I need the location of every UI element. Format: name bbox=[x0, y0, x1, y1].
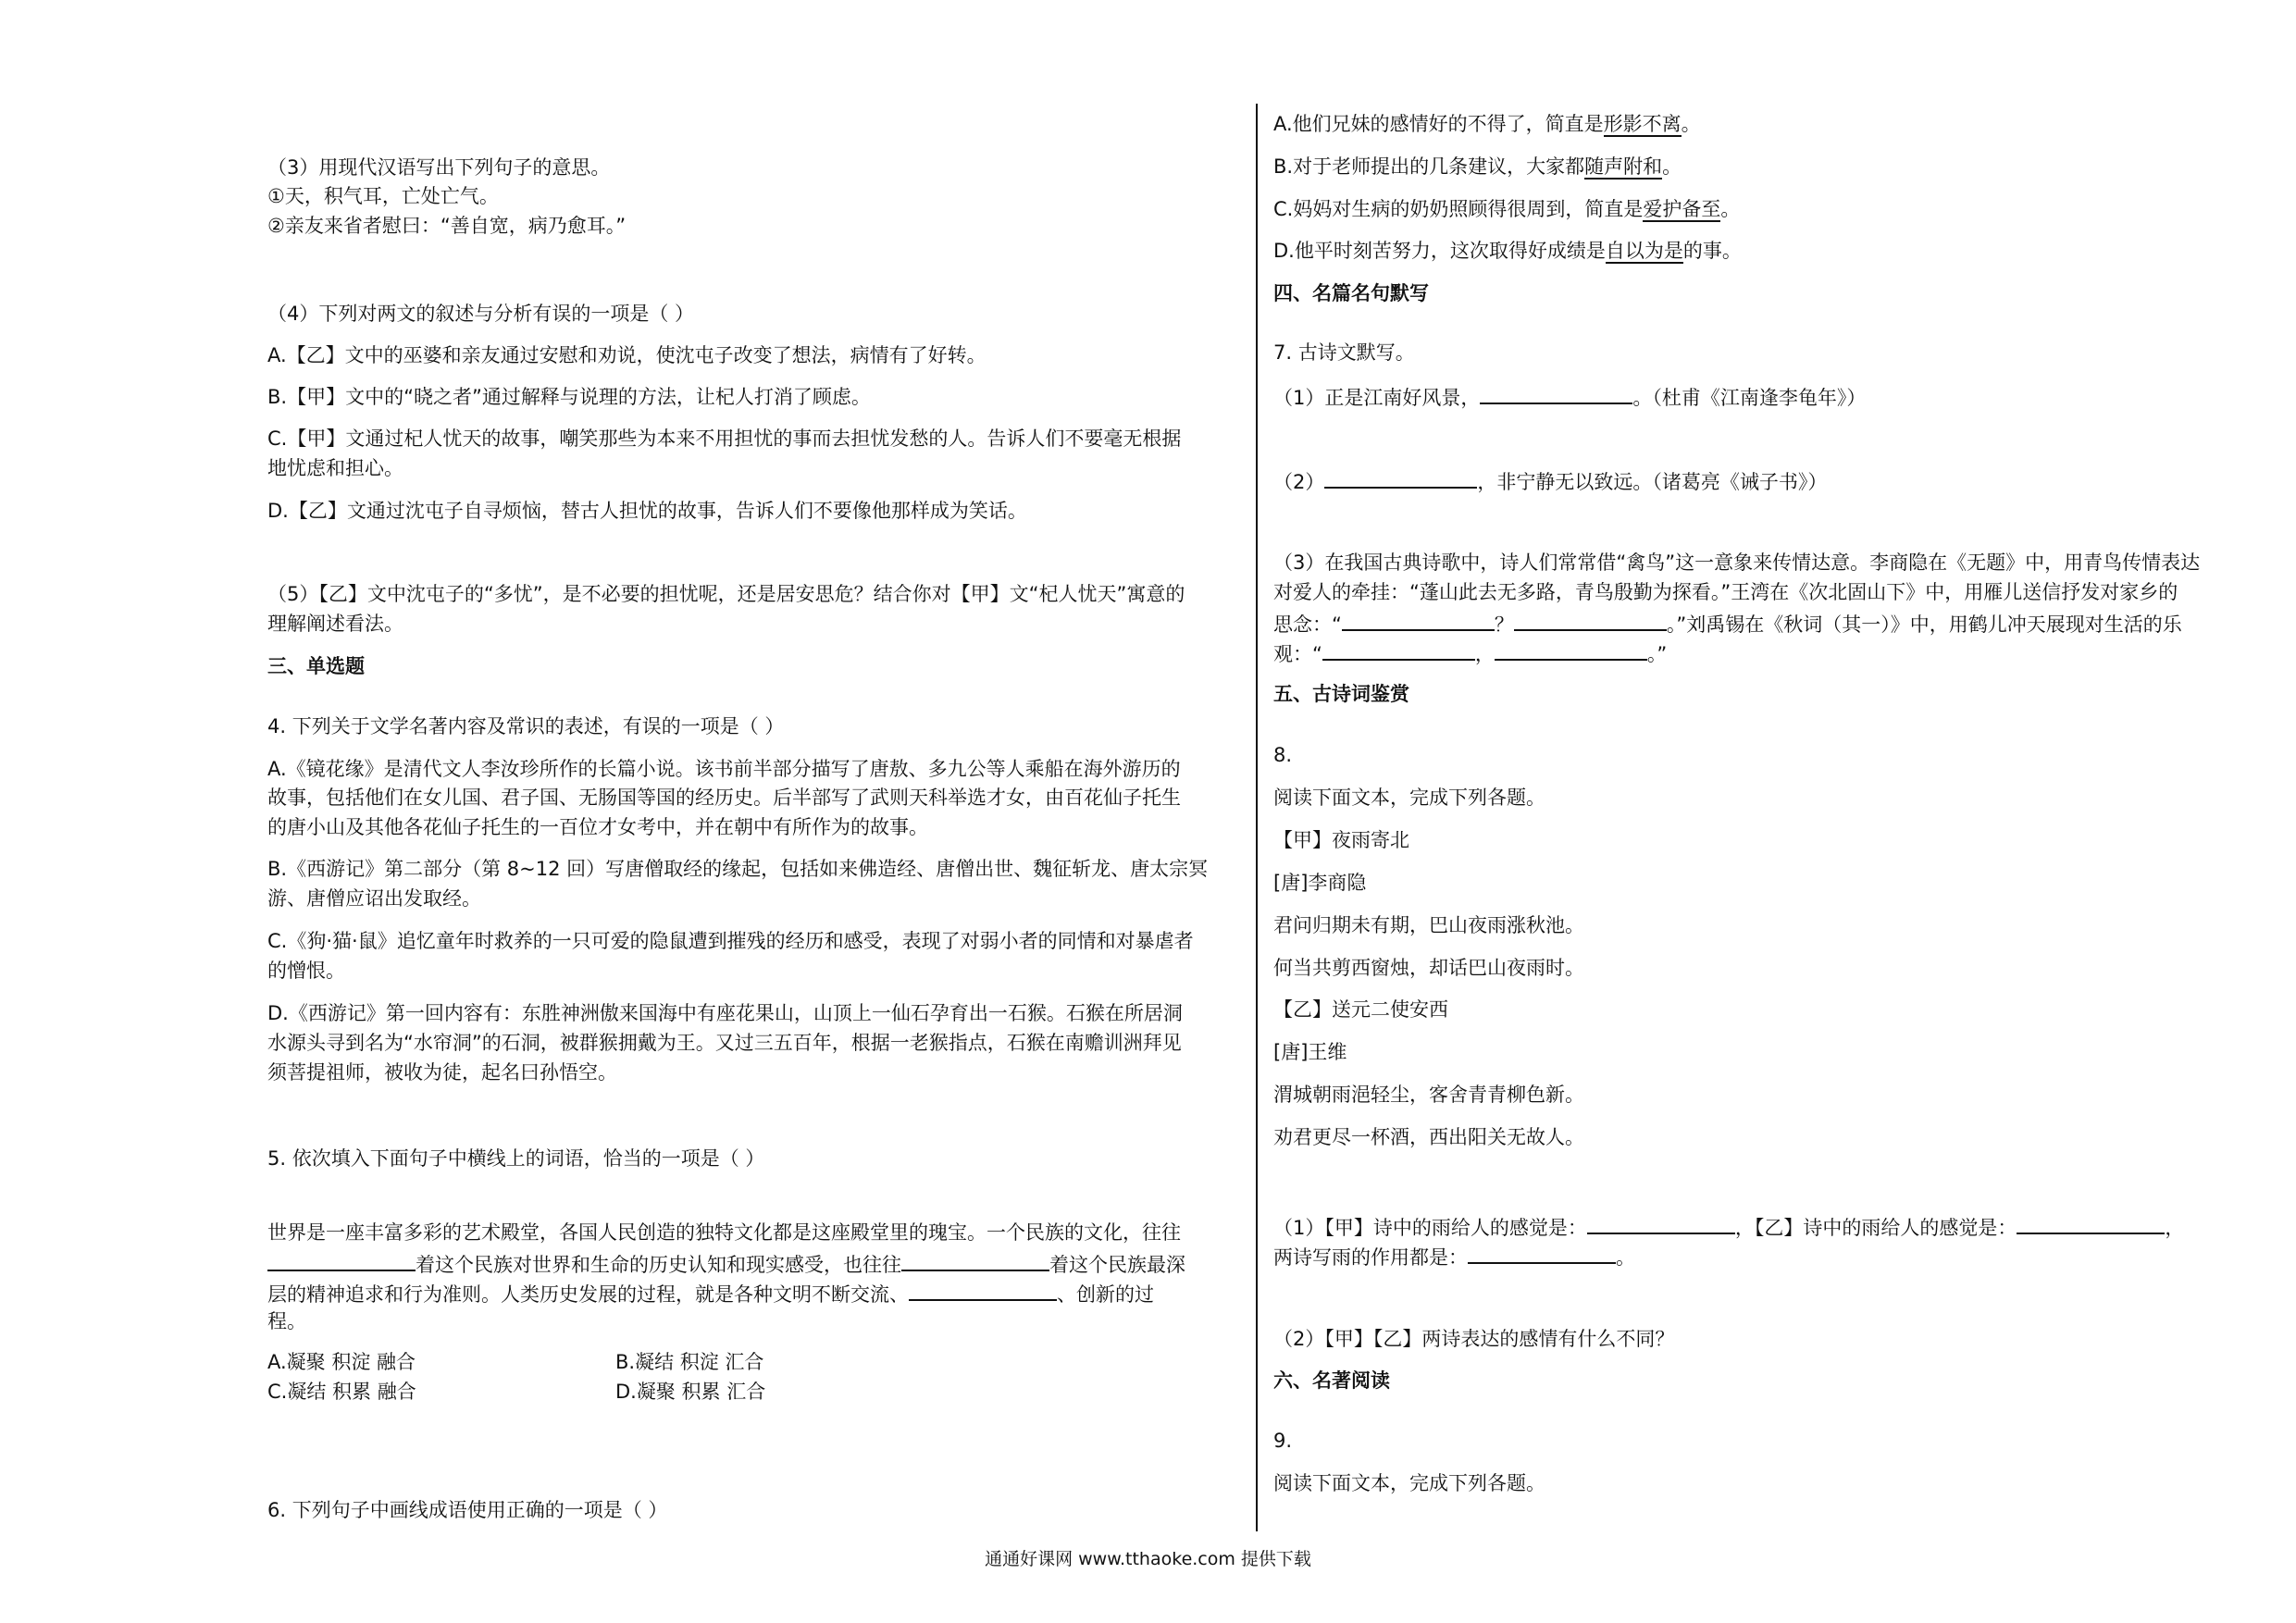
answer-blank[interactable] bbox=[267, 1249, 416, 1271]
poem-1-title: 【甲】夜雨寄北 bbox=[1273, 829, 1409, 851]
poem-2-title: 【乙】送元二使安西 bbox=[1273, 998, 1448, 1021]
question-7-item-1: （1）正是江南好风景， 。（杜甫《江南逢李龟年》） bbox=[1273, 382, 1866, 411]
section-4-heading: 四、名篇名句默写 bbox=[1273, 282, 1429, 304]
question-4-option-d: D.【乙】文通过沈屯子自寻烦恼，替古人担忧的故事，告诉人们不要像他那样成为笑话。 bbox=[267, 500, 1027, 522]
question-7-item-3-line-1: （3）在我国古典诗歌中，诗人们常常借“禽鸟”这一意象来传情达意。李商隐在《无题》中，用青鸟传情表达 bbox=[1273, 551, 2201, 574]
answer-blank[interactable] bbox=[1480, 382, 1632, 404]
poem-1-line-1: 君问归期未有期，巴山夜雨涨秋池。 bbox=[1273, 914, 1584, 936]
column-divider bbox=[1256, 104, 1258, 1531]
mcq-6-option-d: D.他平时刻苦努力，这次取得好成绩是自以为是的事。 bbox=[1273, 240, 1742, 262]
mcq-5-title: 5. 依次填入下面句子中横线上的词语，恰当的一项是（ ） bbox=[267, 1147, 765, 1170]
mcq-4-option-b-line-2: 游、唐僧应诏出发取经。 bbox=[267, 887, 481, 910]
mcq-5-passage-line-4: 程。 bbox=[267, 1310, 306, 1332]
question-8-item-1-line-2: 两诗写雨的作用都是： 。 bbox=[1273, 1242, 1635, 1270]
question-8-item-2: （2）【甲】【乙】两诗表达的感情有什么不同？ bbox=[1273, 1328, 1675, 1350]
mcq-4-option-d-line-1: D.《西游记》第一回内容有：东胜神洲傲来国海中有座花果山，山顶上一仙石孕育出一石猴。石猴在所居洞 bbox=[267, 1002, 1183, 1024]
question-7-item-2: （2） ，非宁静无以致远。（诸葛亮《诫子书》） bbox=[1273, 466, 1827, 495]
underlined-idiom: 形影不离 bbox=[1603, 113, 1682, 135]
question-4-option-c-line-1: C.【甲】文通过杞人忧天的故事，嘲笑那些为本来不用担忧的事而去担忧发愁的人。告诉人们不要毫无根据 bbox=[267, 427, 1182, 450]
answer-blank[interactable] bbox=[1495, 638, 1647, 661]
mcq-6-option-b: B.对于老师提出的几条建议，大家都随声附和。 bbox=[1273, 155, 1682, 178]
mcq-5-option-a: A.凝聚 积淀 融合 bbox=[267, 1351, 416, 1373]
question-5-line-2: 理解阐述看法。 bbox=[267, 613, 403, 635]
underlined-idiom: 爱护备至 bbox=[1643, 198, 1721, 220]
question-7-title: 7. 古诗文默写。 bbox=[1273, 341, 1415, 364]
question-4-option-c-line-2: 地忧虑和担心。 bbox=[267, 457, 403, 479]
mcq-5-option-b: B.凝结 积淀 汇合 bbox=[615, 1351, 764, 1373]
mcq-4-option-a-line-1: A.《镜花缘》是清代文人李汝珍所作的长篇小说。该书前半部分描写了唐敖、多九公等人乘船在海外游历的 bbox=[267, 758, 1181, 780]
answer-blank[interactable] bbox=[1587, 1212, 1735, 1234]
mcq-4-option-d-line-3: 须菩提祖师，被收为徒，起名曰孙悟空。 bbox=[267, 1061, 617, 1084]
mcq-4-option-c-line-2: 的憎恨。 bbox=[267, 960, 345, 982]
mcq-4-title: 4. 下列关于文学名著内容及常识的表述，有误的一项是（ ） bbox=[267, 715, 785, 737]
poem-2-line-1: 渭城朝雨浥轻尘，客舍青青柳色新。 bbox=[1273, 1084, 1584, 1106]
poem-1-author: [唐]李商隐 bbox=[1273, 872, 1367, 894]
mcq-4-option-a-line-2: 故事，包括他们在女儿国、君子国、无肠国等国的经历史。后半部写了武则天科举选才女，由百花仙子托生 bbox=[267, 787, 1181, 809]
question-3-title: （3）用现代汉语写出下列句子的意思。 bbox=[267, 156, 611, 179]
answer-blank[interactable] bbox=[1342, 609, 1495, 631]
question-7-item-3-line-2: 对爱人的牵挂：“蓬山此去无多路，青鸟殷勤为探看。”王湾在《次北固山下》中，用雁儿送信抒发对家乡的 bbox=[1273, 581, 2178, 603]
poem-2-author: [唐]王维 bbox=[1273, 1041, 1347, 1063]
question-7-item-3-line-3: 思念：“ ？ 。”刘禹锡在《秋词（其一）》中，用鹤儿冲天展现对生活的乐 bbox=[1273, 609, 2182, 638]
answer-blank[interactable] bbox=[909, 1279, 1057, 1301]
section-3-heading: 三、单选题 bbox=[267, 655, 365, 677]
mcq-5-passage-line-2: 着这个民族对世界和生命的历史认知和现实感受，也往往 着这个民族最深 bbox=[267, 1249, 1185, 1278]
question-9-number: 9. bbox=[1273, 1430, 1293, 1452]
mcq-5-passage-line-3: 层的精神追求和行为准则。人类历史发展的过程，就是各种文明不断交流、 、创新的过 bbox=[267, 1279, 1154, 1307]
mcq-5-option-c: C.凝结 积累 融合 bbox=[267, 1381, 416, 1403]
underlined-idiom: 随声附和 bbox=[1584, 155, 1663, 178]
question-4-option-a: A.【乙】文中的巫婆和亲友通过安慰和劝说，使沈屯子改变了想法，病情有了好转。 bbox=[267, 344, 987, 366]
mcq-6-option-c: C.妈妈对生病的奶奶照顾得很周到，简直是爱护备至。 bbox=[1273, 198, 1741, 220]
poem-2-line-2: 劝君更尽一杯酒，西出阳关无故人。 bbox=[1273, 1126, 1584, 1148]
mcq-5-passage-line-1: 世界是一座丰富多彩的艺术殿堂，各国人民创造的独特文化都是这座殿堂里的瑰宝。一个民族的文化，往往 bbox=[267, 1221, 1181, 1244]
answer-blank[interactable] bbox=[1514, 609, 1667, 631]
question-7-item-3-line-4: 观：“ ， 。” bbox=[1273, 638, 1667, 667]
question-4-option-b: B.【甲】文中的“晓之者”通过解释与说理的方法，让杞人打消了顾虑。 bbox=[267, 386, 871, 408]
page-footer: 通通好课网 www.tthaoke.com 提供下载 bbox=[985, 1549, 1311, 1569]
answer-blank[interactable] bbox=[901, 1249, 1049, 1271]
answer-blank[interactable] bbox=[1324, 466, 1477, 489]
section-5-heading: 五、古诗词鉴赏 bbox=[1273, 683, 1409, 705]
question-3-item-2: ②亲友来省者慰曰：“善自宽，病乃愈耳。” bbox=[267, 215, 627, 237]
mcq-6-title: 6. 下列句子中画线成语使用正确的一项是（ ） bbox=[267, 1499, 668, 1521]
question-5-line-1: （5）【乙】文中沈屯子的“多忧”，是不必要的担忧呢，还是居安思危？结合你对【甲】文“杞人忧天”寓意的 bbox=[267, 583, 1185, 605]
question-8-instruction: 阅读下面文本，完成下列各题。 bbox=[1273, 787, 1545, 809]
mcq-4-option-d-line-2: 水源头寻到名为“水帘洞”的石洞，被群猴拥戴为王。又过三五百年，根据一老猴指点，石猴在南赡训洲拜见 bbox=[267, 1032, 1182, 1054]
question-3-item-1: ①天，积气耳，亡处亡气。 bbox=[267, 185, 499, 207]
question-8-number: 8. bbox=[1273, 744, 1293, 766]
answer-blank[interactable] bbox=[1468, 1242, 1616, 1264]
mcq-4-option-a-line-3: 的唐小山及其他各花仙子托生的一百位才女考中，并在朝中有所作为的故事。 bbox=[267, 816, 928, 838]
mcq-6-option-a: A.他们兄妹的感情好的不得了，简直是形影不离。 bbox=[1273, 113, 1701, 135]
question-4-title: （4）下列对两文的叙述与分析有误的一项是（ ） bbox=[267, 303, 695, 325]
section-6-heading: 六、名著阅读 bbox=[1273, 1369, 1390, 1392]
underlined-idiom: 自以为是 bbox=[1605, 240, 1683, 262]
poem-1-line-2: 何当共剪西窗烛，却话巴山夜雨时。 bbox=[1273, 957, 1584, 979]
answer-blank[interactable] bbox=[2017, 1212, 2165, 1234]
question-8-item-1-line-1: （1）【甲】诗中的雨给人的感觉是： ，【乙】诗中的雨给人的感觉是： ， bbox=[1273, 1212, 2184, 1241]
answer-blank[interactable] bbox=[1322, 638, 1475, 661]
question-9-instruction: 阅读下面文本，完成下列各题。 bbox=[1273, 1472, 1545, 1494]
mcq-4-option-c-line-1: C.《狗·猫·鼠》追忆童年时救养的一只可爱的隐鼠遭到摧残的经历和感受，表现了对弱小者的同情和对暴虐者 bbox=[267, 930, 1194, 952]
mcq-4-option-b-line-1: B.《西游记》第二部分（第 8~12 回）写唐僧取经的缘起，包括如来佛造经、唐僧出世、魏征斩龙、唐太宗冥 bbox=[267, 858, 1209, 880]
mcq-5-option-d: D.凝聚 积累 汇合 bbox=[615, 1381, 766, 1403]
